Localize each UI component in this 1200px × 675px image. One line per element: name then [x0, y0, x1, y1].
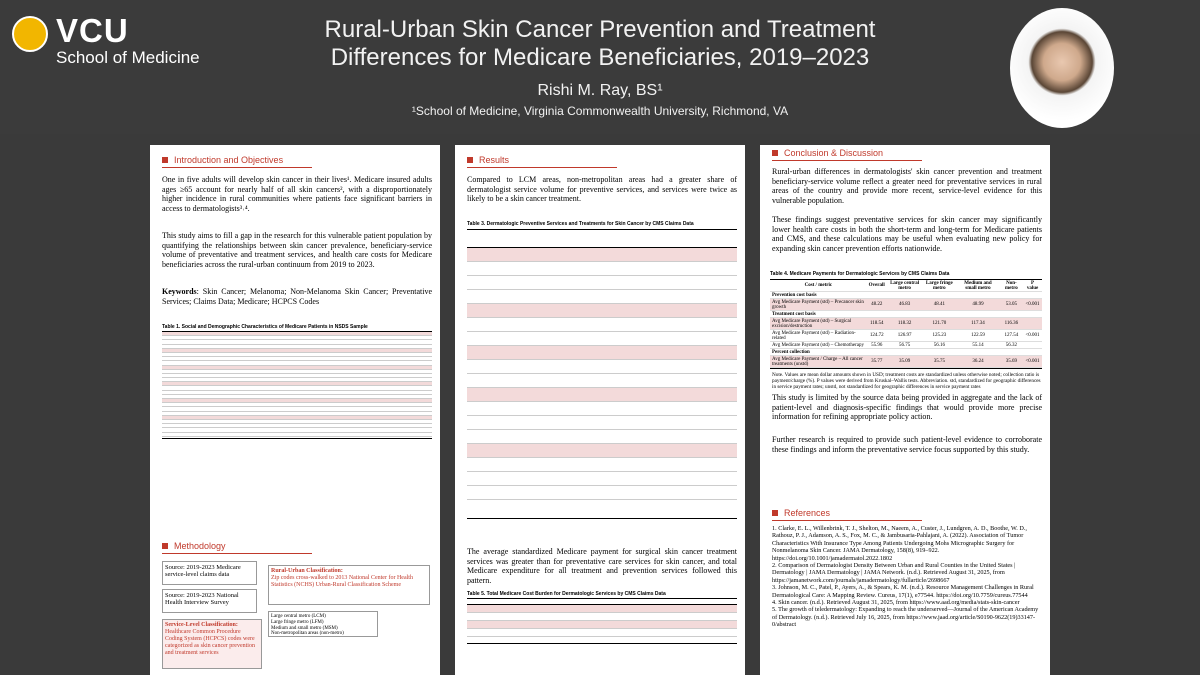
results-heading: Results [467, 155, 509, 165]
table4-header-row [770, 280, 1042, 292]
conclusion-paragraph-3: This study is limited by the source data being provided in aggregate and the lack of patient-level and diagnosis-specific findings that would provide more precise information for refining appropriate policy action. [772, 393, 1042, 422]
table4-cell: 121.70 [922, 318, 956, 330]
table4-cell: 55.14 [956, 342, 999, 349]
table4-cell: 48.22 [867, 299, 887, 311]
intro-paragraph-1: One in five adults will develop skin cancer in their lives¹. Medicare insured adults ages ≥65 account for nearly half of all skin cancers², with a disproportionately higher incidence in rural communities where patients face significant barriers in access to dermatologists³˒⁴. [162, 175, 432, 213]
table4-cell: 124.72 [867, 330, 887, 342]
table4-header: Large fringe metro [922, 280, 956, 292]
logo-main-text: VCU [56, 12, 129, 49]
group-nonmetro: Non-metropolitan areas (non-metro) [271, 631, 344, 637]
table4-row [770, 342, 1042, 349]
conclusion-paragraph-1: Rural-urban differences in dermatologists' skin cancer prevention and treatment beneficiary-service volume reflect a greater need for preventative services in rural areas of the country and provide more recent, service-level evidence for this vulnerable population. [772, 167, 1042, 205]
table5 [467, 598, 737, 644]
table4-cell: 56.16 [922, 342, 956, 349]
table4-header: Medium and small metro [956, 280, 999, 292]
table4-row [770, 299, 1042, 311]
table4-header: P value [1023, 280, 1042, 292]
table4-cell [1023, 342, 1042, 349]
poster-header [0, 0, 1200, 134]
references-list [772, 525, 1042, 629]
table4-cell: <0.001 [1023, 299, 1042, 311]
table4-section-label: Percent collection [770, 349, 1042, 356]
table4-row [770, 318, 1042, 330]
reference-item: 3. Johnson, M. C., Patel, P., Ayers, A., & Spears, K. M. (n.d.). Resource Management Challenges in Rural Dermatological Care: A Mapping Review. Cureus, 17(1), e77544. https://doi.org/10.7759/cureus.77544 [772, 584, 1034, 599]
table5-caption: Table 5. Total Medicare Cost Burden for Dermatologic Services by CMS Claims Data [467, 591, 666, 597]
table4-row [770, 330, 1042, 342]
table4-cell: 122.59 [956, 330, 999, 342]
method-service-level-box [162, 619, 262, 669]
table4-cell: <0.001 [1023, 330, 1042, 342]
middle-panel [455, 145, 745, 675]
table4-cell: 35.75 [922, 356, 956, 368]
group-lcm: Large central metro (LCM) [271, 614, 326, 619]
method-source-2: Source: 2019-2023 National Health Interview Survey [162, 589, 257, 613]
table4-header: Large central metro [887, 280, 923, 292]
group-lfm: Large fringe metro (LFM) [271, 619, 324, 625]
table4-cell: 127.54 [1000, 330, 1023, 342]
reference-item: 2. Comparison of Dermatologist Density Between Urban and Rural Counties in the United States | Dermatology | JAMA Dermatology | JAMA Network. (n.d.). Retrieved August 31, 2025, from https://jamanetwork.com/journals/jamadermatology/fullarticle/2698667 [772, 562, 1016, 584]
table4-cell: 55.96 [867, 342, 887, 349]
table4-cell: 46.83 [887, 299, 923, 311]
right-panel [760, 145, 1050, 675]
table4-header: Cost / metric [770, 280, 867, 292]
author-affiliation: ¹School of Medicine, Virginia Commonwealth University, Richmond, VA [411, 104, 789, 118]
method-rural-urban-box [268, 565, 430, 605]
table4-note: Note. Values are mean dollar amounts shown in USD; treatment costs are standardized unless otherwise noted; collection ratio is payment/charge (%). P values were derived from Kruskal–Wallis tests. Abbreviation. std, standardized for geographic differences in service payment rates; unstd, not standardized for geographic differences in service payment rates [772, 372, 1041, 390]
table1 [162, 331, 432, 439]
title-line-1: Rural-Urban Skin Cancer Prevention and Treatment [324, 16, 876, 43]
ruc-text: Zip codes cross-walked to 2013 National Center for Health Statistics (NCHS) Urban-Rural Classification Scheme [271, 575, 413, 588]
table4-cell: 35.69 [1000, 356, 1023, 368]
conclusion-paragraph-4: Further research is required to provide such patient-level evidence to corroborate these findings and inform the preventative service focus supported by this study. [772, 435, 1042, 454]
table4-cell: Avg Medicare Payment (std) – Chemotherapy [770, 342, 867, 349]
table4-cell: Avg Medicare Payment / Charge – All cancer treatments (unstd) [770, 356, 867, 368]
table4-section-row [770, 292, 1042, 299]
methods-heading: Methodology [162, 541, 226, 551]
table4-cell: 118.54 [867, 318, 887, 330]
table4-section-row [770, 311, 1042, 318]
table4-cell: 117.34 [956, 318, 999, 330]
table4-cell [1023, 318, 1042, 330]
table4-cell: 126.97 [887, 330, 923, 342]
group-msm: Medium and small metro (MSM) [271, 625, 338, 631]
results-paragraph-1: Compared to LCM areas, non-metropolitan areas had a greater share of dermatologist service volume for preventive services, and services were twice as likely to be a skin cancer treatment. [467, 175, 737, 204]
reference-item: 1. Clarke, E. L., Willenbrink, T. J., Shelton, M., Naeem, A., Custer, J., Lundgren, A. D., Boothe, W. D., Rathouz, P. J., Adamson, A. S., Fox, M. C., & Jambusaria-Pahlajani, A. (2022). Association of Tumor Characteristics With Insurance Type Among Patients Undergoing Mohs Micrographic Surgery for Nonmelanoma Skin Cancer. JAMA Dermatology, 158(8), 919–922. https://doi.org/10.1001/jamadermatol.2022.1802 [772, 525, 1027, 562]
conclusion-paragraph-2: These findings suggest preventative services for skin cancer may significantly lower health care costs in both the short-term and long-term for Medicare patients and CMS, and these calculations may be useful when evaluating new policy for expanding skin cancer prevention efforts nationwide. [772, 215, 1042, 253]
table4-cell: 35.09 [887, 356, 923, 368]
reference-item: 5. The growth of teledermatology: Expanding to reach the underserved—Journal of the American Academy of Dermatology. (n.d.). Retrieved July 16, 2025, from https://www.jaad.org/article/S0190-9622(19)33147-0/abstract [772, 606, 1039, 629]
slc-title: Service-Level Classification: [165, 622, 238, 628]
conclusion-heading: Conclusion & Discussion [772, 148, 883, 158]
table4-cell: Avg Medicare Payment (std) – Radiation-related [770, 330, 867, 342]
keywords [162, 287, 432, 306]
slc-text: Healthcare Common Procedure Coding System (HCPCS) codes were categorized as skin cancer prevention and treatment services [165, 629, 255, 656]
keywords-text: : Skin Cancer; Melanoma; Non-Melanoma Skin Cancer; Preventative Services; Claims Data; Medicare; HCPCS Codes [162, 287, 432, 306]
table4-cell: Avg Medicare Payment (std) – Surgical excision/destruction [770, 318, 867, 330]
results-paragraph-2: The average standardized Medicare payment for surgical skin cancer treatment services was greater than for preventative care services for skin cancer, and total Medicare expenditure for all treatment and prevention services followed this pattern. [467, 547, 737, 585]
method-source-1: Source: 2019-2023 Medicare service-level claims data [162, 561, 257, 585]
table4-header: Non-metro [1000, 280, 1023, 292]
keywords-label: Keywords [162, 287, 197, 296]
table4-section-label: Treatment cost basis [770, 311, 1042, 318]
table4-header: Overall [867, 280, 887, 292]
table4-row [770, 356, 1042, 368]
logo-sub-text: School of Medicine [56, 48, 200, 67]
table3-caption: Table 3. Dermatologic Preventive Services and Treatments for Skin Cancer by CMS Claims Data [467, 221, 694, 227]
title-line-2: Differences for Medicare Beneficiaries, 2019–2023 [330, 44, 870, 71]
author-photo [1010, 8, 1114, 128]
table4-section-row [770, 349, 1042, 356]
table4-cell: 56.75 [887, 342, 923, 349]
table4-cell: 118.32 [887, 318, 923, 330]
table4-cell: 48.41 [922, 299, 956, 311]
table4-cell: 125.23 [922, 330, 956, 342]
table4 [770, 279, 1042, 369]
table4-cell: 35.77 [867, 356, 887, 368]
ruc-title: Rural-Urban Classification: [271, 568, 343, 574]
table4-cell: <0.001 [1023, 356, 1042, 368]
left-panel [150, 145, 440, 675]
table4-cell: 36.24 [956, 356, 999, 368]
intro-paragraph-2: This study aims to fill a gap in the research for this vulnerable patient population by quantifying the relationships between skin cancer prevalence, beneficiary-service volume of preventative and treatment services, and health care costs for Medicare beneficiaries across the rural-urban continuum from 2019 to 2023. [162, 231, 432, 269]
table4-cell: 53.05 [1000, 299, 1023, 311]
method-groups-box [268, 611, 378, 637]
table4-cell: Avg Medicare Payment (std) – Precancer skin growth [770, 299, 867, 311]
table4-cell: 48.99 [956, 299, 999, 311]
table4-body [770, 292, 1042, 368]
table4-cell: 56.32 [1000, 342, 1023, 349]
references-heading: References [772, 508, 830, 518]
author-name: Rishi M. Ray, BS¹ [537, 82, 663, 99]
table4-section-label: Prevention cost basis [770, 292, 1042, 299]
reference-item: 4. Skin cancer. (n.d.). Retrieved August 31, 2025, from https://www.aad.org/media/stats-skin-cancer [772, 599, 1020, 607]
table4-cell: 116.36 [1000, 318, 1023, 330]
intro-heading: Introduction and Objectives [162, 155, 283, 165]
table3 [467, 229, 737, 519]
table1-caption: Table 1. Social and Demographic Characteristics of Medicare Patients in NSDS Sample [162, 324, 368, 330]
table4-caption: Table 4. Medicare Payments for Dermatologic Services by CMS Claims Data [770, 271, 950, 277]
